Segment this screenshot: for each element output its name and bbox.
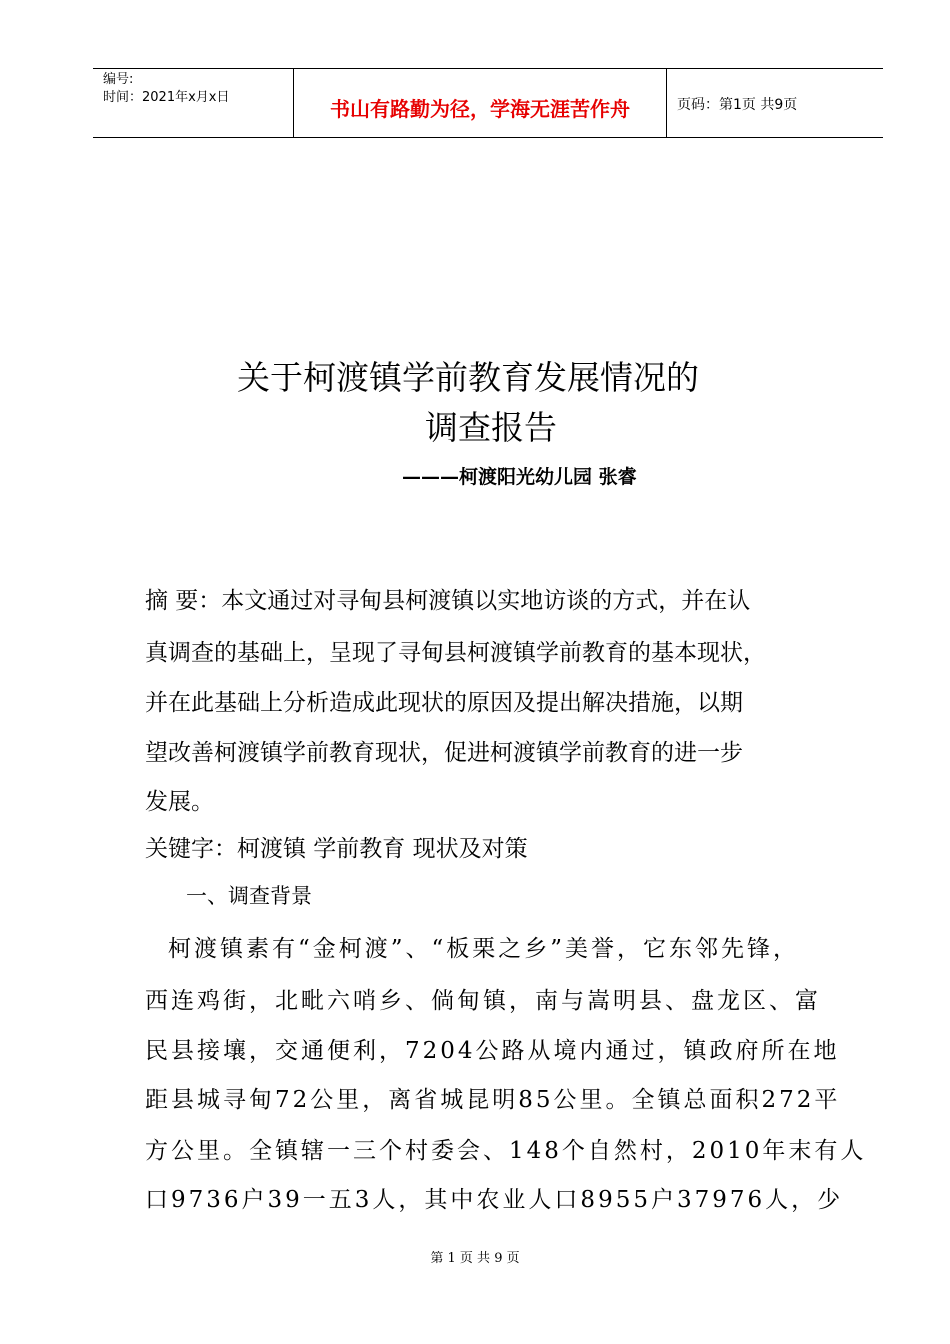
body-line: 方公里。全镇辖一三个村委会、148个自然村，2010年末有人 — [145, 1138, 867, 1164]
motto: 书山有路勤为径，学海无涯苦作舟 — [330, 97, 630, 121]
page-footer: 第 1 页 共 9 页 — [430, 1251, 520, 1266]
body-line: 距县城寻甸72公里，离省城昆明85公里。全镇总面积272平 — [145, 1087, 841, 1113]
abstract-line: 望改善柯渡镇学前教育现状，促进柯渡镇学前教育的进一步 — [145, 740, 743, 766]
body-line: 西连鸡街，北毗六哨乡、倘甸镇，南与嵩明县、盘龙区、富 — [145, 988, 821, 1014]
abstract-line: 并在此基础上分析造成此现状的原因及提出解决措施，以期 — [145, 690, 743, 716]
keywords-line: 关键字：柯渡镇 学前教育 现状及对策 — [145, 836, 528, 862]
body-line: 民县接壤，交通便利，7204公路从境内通过，镇政府所在地 — [145, 1038, 840, 1064]
body-line: 口9736户39一五3人，其中农业人口8955户37976人，少 — [145, 1187, 844, 1213]
page-code: 页码：第1页 共9页 — [677, 97, 798, 113]
body-line: 柯渡镇素有“金柯渡”、“板栗之乡”美誉，它东邻先锋， — [168, 936, 800, 962]
document-header — [93, 68, 883, 138]
author-line: ———柯渡阳光幼儿园 张睿 — [402, 466, 637, 488]
header-meta-cell — [93, 69, 293, 137]
header-page-cell — [667, 69, 883, 137]
abstract-line: 发展。 — [145, 789, 214, 815]
abstract-line: 摘 要：本文通过对寻甸县柯渡镇以实地访谈的方式，并在认 — [145, 588, 751, 614]
abstract-line: 真调查的基础上，呈现了寻甸县柯渡镇学前教育的基本现状， — [145, 640, 766, 666]
header-motto-cell — [293, 69, 667, 137]
number-label: 编号: — [103, 72, 134, 87]
document-title-line1: 关于柯渡镇学前教育发展情况的 — [237, 358, 699, 397]
section-heading: 一、调查背景 — [186, 884, 312, 908]
time-label: 时间：2021年x月x日 — [103, 90, 230, 105]
document-title-line2: 调查报告 — [425, 408, 557, 447]
